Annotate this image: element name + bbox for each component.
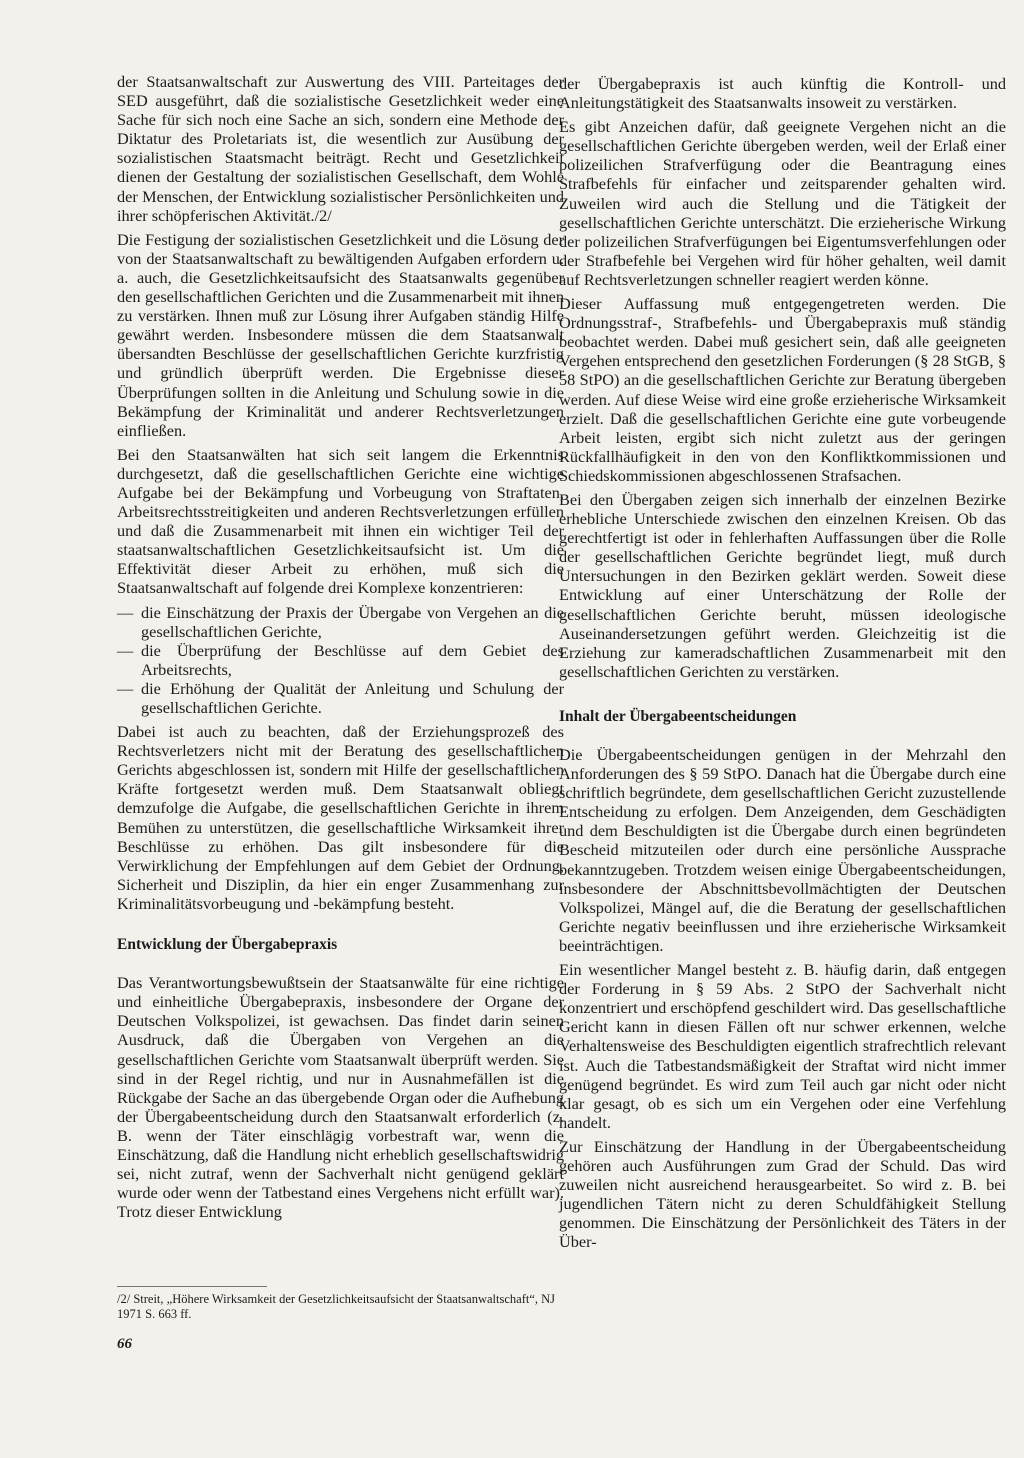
page-number: 66	[117, 1336, 132, 1352]
footnote-divider	[117, 1286, 267, 1287]
paragraph: Die Übergabeentscheidungen genügen in der Mehrzahl den Anforderungen des § 59 StPO. Danach hat die Übergabe durch eine schriftlich begründete, dem gesellschaftlichen Gericht zuzustellende Entscheidung zu erfolgen. Dem Anzeigenden, dem Geschädigten und dem Beschuldigten ist die Übergabe durch einen begründeten Bescheid mitzuteilen oder durch eine persönliche Aussprache bekanntzugeben. Trotzdem weisen einige Übergabeentscheidungen, insbesondere der Abschnittsbevollmächtigten der Deutschen Volkspolizei, Mängel auf, die die Beratung der gesellschaftlichen Gerichte negativ beeinflussen und ihre erzieherische Wirksamkeit beeinträchtigen.	[559, 745, 1006, 955]
paragraph: Bei den Übergaben zeigen sich innerhalb der einzelnen Bezirke erhebliche Unterschiede zwischen den einzelnen Kreisen. Ob das gerechtfertigt ist oder in fehlerhaften Auffassungen über die Rolle der gesellschaftlichen Gerichte begründet liegt, muß durch Untersuchungen in den Bezirken geklärt werden. Soweit diese Entwicklung auf einer Unterschätzung der Rolle der gesellschaftlichen Gerichte beruht, müssen ideologische Auseinandersetzungen geführt werden. Gleichzeitig ist die Erziehung zur kameradschaftlichen Zusammenarbeit mit den gesellschaftlichen Gerichten zu verstärken.	[559, 489, 1006, 681]
paragraph: Ein wesentlicher Mangel besteht z. B. häufig darin, daß entgegen der Forderung in § 59 Abs. 2 StPO der Sachverhalt nicht konzentriert und erschöpfend geschildert wird. Das gesellschaftliche Gericht kann in diesen Fällen oft nur schwer erkennen, welche Verhaltensweise des Beschuldigten eigentlich strafrechtlich relevant ist. Auch die Tatbestandsmäßigkeit der Straftat wird nicht immer genügend begründet. Es wird zum Teil auch gar nicht oder nicht klar gesagt, ob es sich um ein Vergehen oder eine Verfehlung handelt.	[559, 960, 1006, 1132]
right-column	[559, 74, 1006, 1256]
paragraph: Dabei ist auch zu beachten, daß der Erziehungsprozeß des Rechtsverletzers nicht mit der Beratung des gesellschaftlichen Gerichts abgeschlossen ist, sondern mit Hilfe der gesellschaftlichen Kräfte fortgesetzt werden muß. Dem Staatsanwalt obliegt demzufolge die Aufgabe, die gesellschaftlichen Gerichte in ihrem Bemühen zu unterstützen, die gesellschaftliche Wirksamkeit ihrer Beschlüsse zu erhöhen. Das gilt insbesondere für die Verwirklichung der Empfehlungen auf dem Gebiet der Ordnung, Sicherheit und Disziplin, da hier ein enger Zusammenhang zur Kriminalitätsvorbeugung und -bekämpfung besteht.	[117, 722, 564, 913]
paragraph: der Staatsanwaltschaft zur Auswertung des VIII. Parteitages der SED ausgeführt, daß die sozialistische Gesetzlichkeit weder eine Sache für sich noch eine Sache an sich, sondern eine Methode der Diktatur des Proletariats ist, die wesentlich zur Ausübung der sozialistischen Staatsmacht beiträgt. Recht und Gesetzlichkeit dienen der Gestaltung der sozialistischen Gesellschaft, dem Wohle der Menschen, der Entwicklung sozialistischer Persönlichkeiten und ihrer schöpferischen Aktivität./2/	[117, 72, 564, 225]
paragraph: Es gibt Anzeichen dafür, daß geeignete Vergehen nicht an die gesellschaftlichen Gerichte übergeben werden, weil der Erlaß einer polizeilichen Strafverfügung oder die Beantragung eines Strafbefehls für einfacher und zeitsparender gehalten wird. Zuweilen wird auch die Stellung und die Tätigkeit der gesellschaftlichen Gerichte unterschätzt. Die erzieherische Wirkung der polizeilichen Strafverfügungen bei Eigentumsverfehlungen oder der Strafbefehle bei Vergehen wird für höher gehalten, weil damit auf Rechtsverletzungen schneller reagiert werden könne.	[559, 117, 1006, 289]
paragraph: Bei den Staatsanwälten hat sich seit langem die Erkenntnis durchgesetzt, daß die gesellschaftlichen Gerichte eine wichtige Aufgabe bei der Bekämpfung und Vorbeugung von Straftaten, Arbeitsrechtsstreitigkeiten und anderen Rechtsverletzungen erfüllen und daß die Zusammenarbeit mit ihnen ein wichtiger Teil der staatsanwaltschaftlichen Gesetzlichkeitsaufsicht ist. Um die Effektivität dieser Arbeit zu erhöhen, muß sich die Staatsanwaltschaft auf folgende drei Komplexe konzentrieren:	[117, 444, 564, 598]
paragraph: Die Festigung der sozialistischen Gesetzlichkeit und die Lösung der von der Staatsanwaltschaft zu bewältigenden Aufgaben erfordern u. a. auch, die Gesetzlichkeitsaufsicht des Staatsanwalts gegenüber den gesellschaftlichen Gerichten und die Zusammenarbeit mit ihnen zu verstärken. Ihnen muß zur Lösung ihrer Aufgaben ständig Hilfe gewährt werden. Insbesondere müssen die dem Staatsanwalt übersandten Beschlüsse der gesellschaftlichen Gerichte kurzfristig und gründlich überprüft werden. Die Ergebnisse dieser Überprüfungen sollten in die Anleitung und Schulung sowie in die Bekämpfung der Kriminalität und anderer Rechtsverletzungen einfließen.	[117, 229, 564, 440]
section-heading: Entwicklung der Übergabepraxis	[117, 936, 338, 954]
paragraph: Das Verantwortungsbewußtsein der Staatsanwälte für eine richtige und einheitliche Übergabepraxis, insbesondere der Organe der Deutschen Volkspolizei, ist gewachsen. Das findet darin seinen Ausdruck, daß die Übergaben von Vergehen an die gesellschaftlichen Gerichte vom Staatsanwalt überprüft werden. Sie sind in der Regel richtig, und nur in Ausnahmefällen ist die Rückgabe der Sache an das übergebende Organ oder die Aufhebung der Übergabeentscheidung durch den Staatsanwalt erforderlich (z. B. wenn der Täter einschlägig vorbestraft war, wenn die Einschätzung, daß die Handlung nicht erheblich gesellschaftswidrig sei, nicht zutraf, wenn der Sachverhalt nicht genügend geklärt wurde oder wenn der Tatbestand eines Vergehens nicht erfüllt war). Trotz dieser Entwicklung	[117, 973, 564, 1222]
dash-list	[117, 603, 564, 718]
footnote: /2/ Streit, „Höhere Wirksamkeit der Gesetzlichkeitsaufsicht der Staatsanwaltschaft“, NJ 1971 S. 663 ff.	[117, 1292, 556, 1321]
left-column	[117, 72, 564, 1226]
section-heading: Inhalt der Übergabeentscheidungen	[559, 707, 797, 725]
paragraph: Dieser Auffassung muß entgegengetreten werden. Die Ordnungsstraf-, Strafbefehls- und Übergabepraxis muß ständig beobachtet werden. Dabei muß gesichert sein, daß alle geeigneten Vergehen entsprechend den gesetzlichen Forderungen (§ 28 StGB, § 58 StPO) an die gesellschaftlichen Gerichte zur Beratung übergeben werden. Auf diese Weise wird eine große erzieherische Wirksamkeit erzielt. Daß die gesellschaftlichen Gerichte eine gute vorbeugende Arbeit leisten, ergibt sich nicht zuletzt aus der geringen Rückfallhäufigkeit in den von den Konfliktkommissionen und Schiedskommissionen abgeschlossenen Strafsachen.	[559, 294, 1006, 485]
list-item: — die Erhöhung der Qualität der Anleitung und Schulung der gesellschaftlichen Gerichte.	[117, 679, 564, 717]
paragraph: Zur Einschätzung der Handlung in der Übergabeentscheidung gehören auch Ausführungen zum Grad der Schuld. Das wird zuweilen nicht ausreichend herausgearbeitet. So wird z. B. bei jugendlichen Tätern nicht zu deren Schuldfähigkeit Stellung genommen. Die Einschätzung der Persönlichkeit des Täters in der Über-	[559, 1136, 1006, 1252]
list-item: — die Überprüfung der Beschlüsse auf dem Gebiet des Arbeitsrechts,	[117, 641, 564, 679]
list-item: — die Einschätzung der Praxis der Übergabe von Vergehen an die gesellschaftlichen Gerichte,	[117, 603, 564, 641]
paragraph: der Übergabepraxis ist auch künftig die Kontroll- und Anleitungstätigkeit des Staatsanwalts insoweit zu verstärken.	[559, 74, 1006, 113]
